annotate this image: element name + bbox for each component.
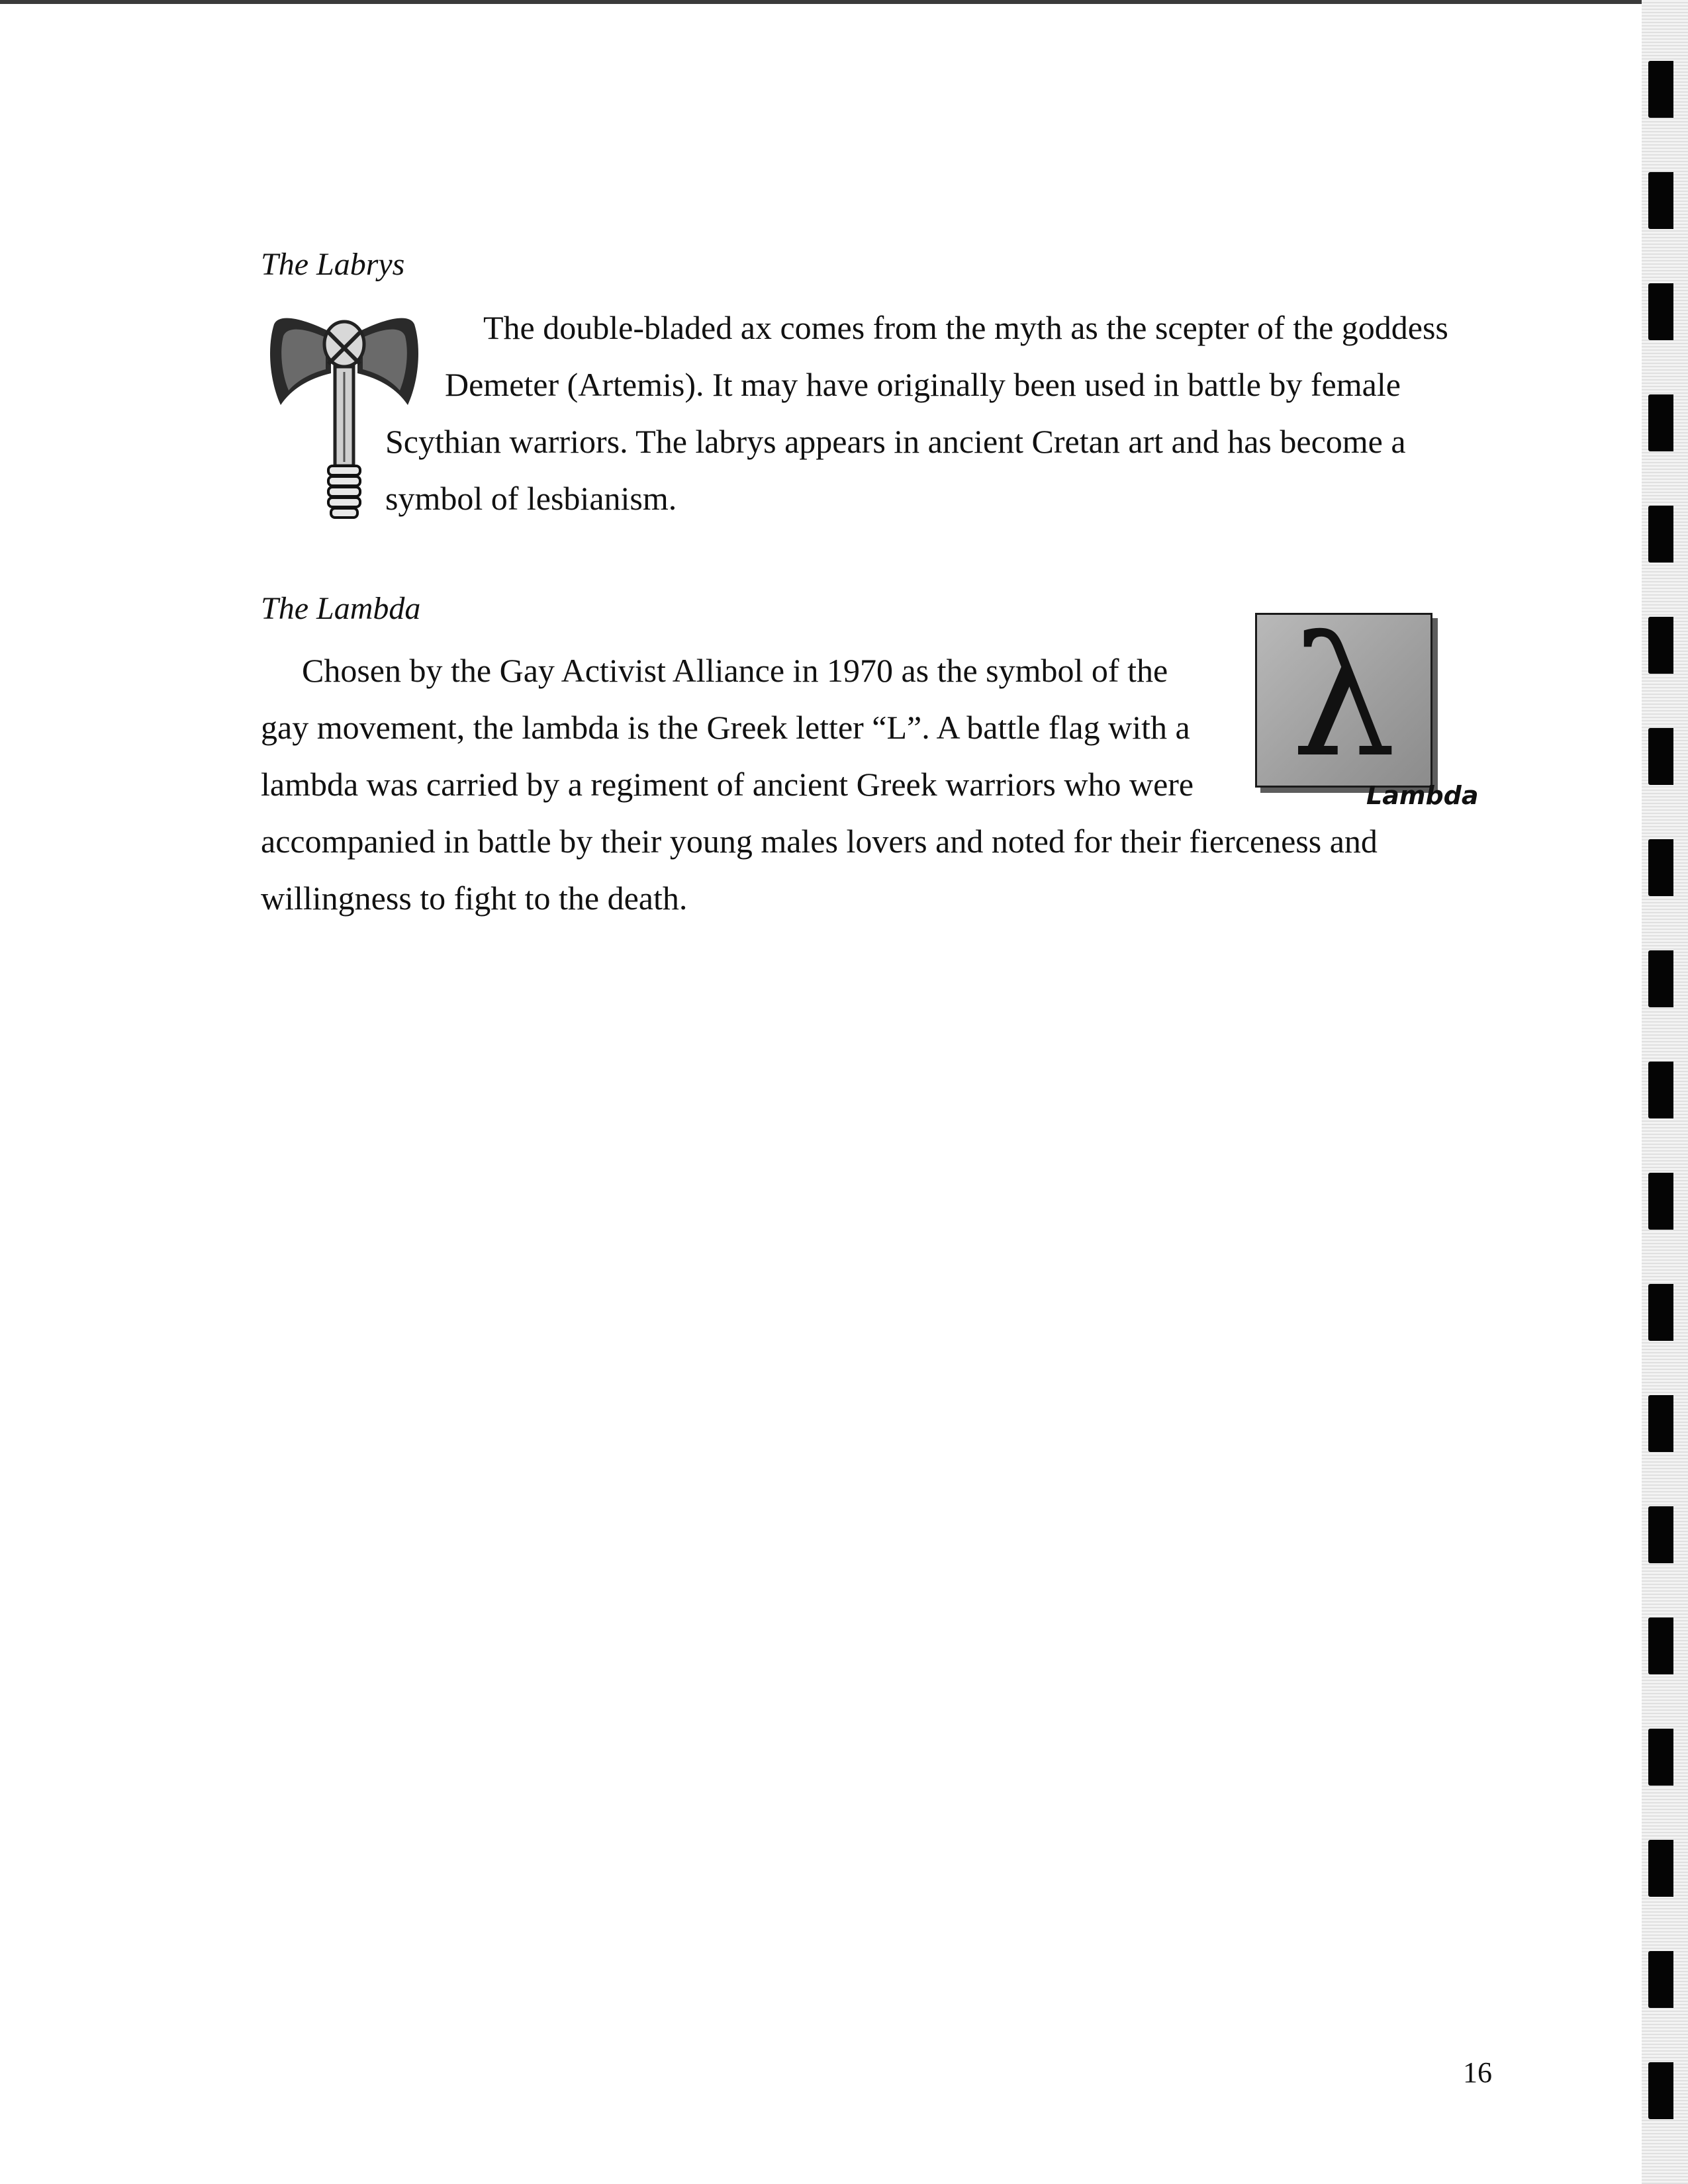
binding-hole [1648,61,1673,118]
binding-hole [1648,1173,1673,1230]
labrys-heading: The Labrys [261,247,405,282]
binding-hole [1648,506,1673,563]
lambda-line-2: gay movement, the lambda is the Greek letter “L”. A battle flag with a [261,709,1190,746]
labrys-line-1: The double-bladed ax comes from the myth as the scepter of the goddess [483,309,1448,346]
binding-hole [1648,1951,1673,2008]
lambda-heading: The Lambda [261,591,421,626]
labrys-line-3: Scythian warriors. The labrys appears in ancient Cretan art and has become a [385,423,1406,460]
scan-top-edge [0,0,1688,4]
lambda-line-1: Chosen by the Gay Activist Alliance in 1970 as the symbol of the [302,652,1168,689]
page-number: 16 [1463,2056,1492,2089]
binding-hole [1648,1062,1673,1118]
binding-hole [1648,950,1673,1007]
lambda-glyph: λ [1291,601,1397,794]
lambda-symbol-tile [1255,601,1432,794]
labrys-line-4: symbol of lesbianism. [385,480,677,517]
binding-hole [1648,1395,1673,1452]
binding-hole [1648,1840,1673,1897]
binding-hole [1648,728,1673,785]
labrys-line-2: Demeter (Artemis). It may have originally been used in battle by female [445,366,1401,403]
lambda-line-5: willingness to fight to the death. [261,880,688,917]
lambda-line-3: lambda was carried by a regiment of ancient Greek warriors who were [261,766,1194,803]
binding-hole [1648,839,1673,896]
binding-hole [1648,2062,1673,2119]
lambda-figure [1250,601,1479,818]
lambda-caption: Lambda [1366,781,1479,810]
binding-hole [1648,283,1673,340]
binding-hole [1648,1284,1673,1341]
binding-hole [1648,1506,1673,1563]
binding-hole [1648,1617,1673,1674]
binding-hole [1648,394,1673,451]
binding-hole [1648,172,1673,229]
lambda-line-4: accompanied in battle by their young males lovers and noted for their fierceness and [261,823,1378,860]
binding-hole [1648,1729,1673,1786]
binding-hole [1648,617,1673,674]
